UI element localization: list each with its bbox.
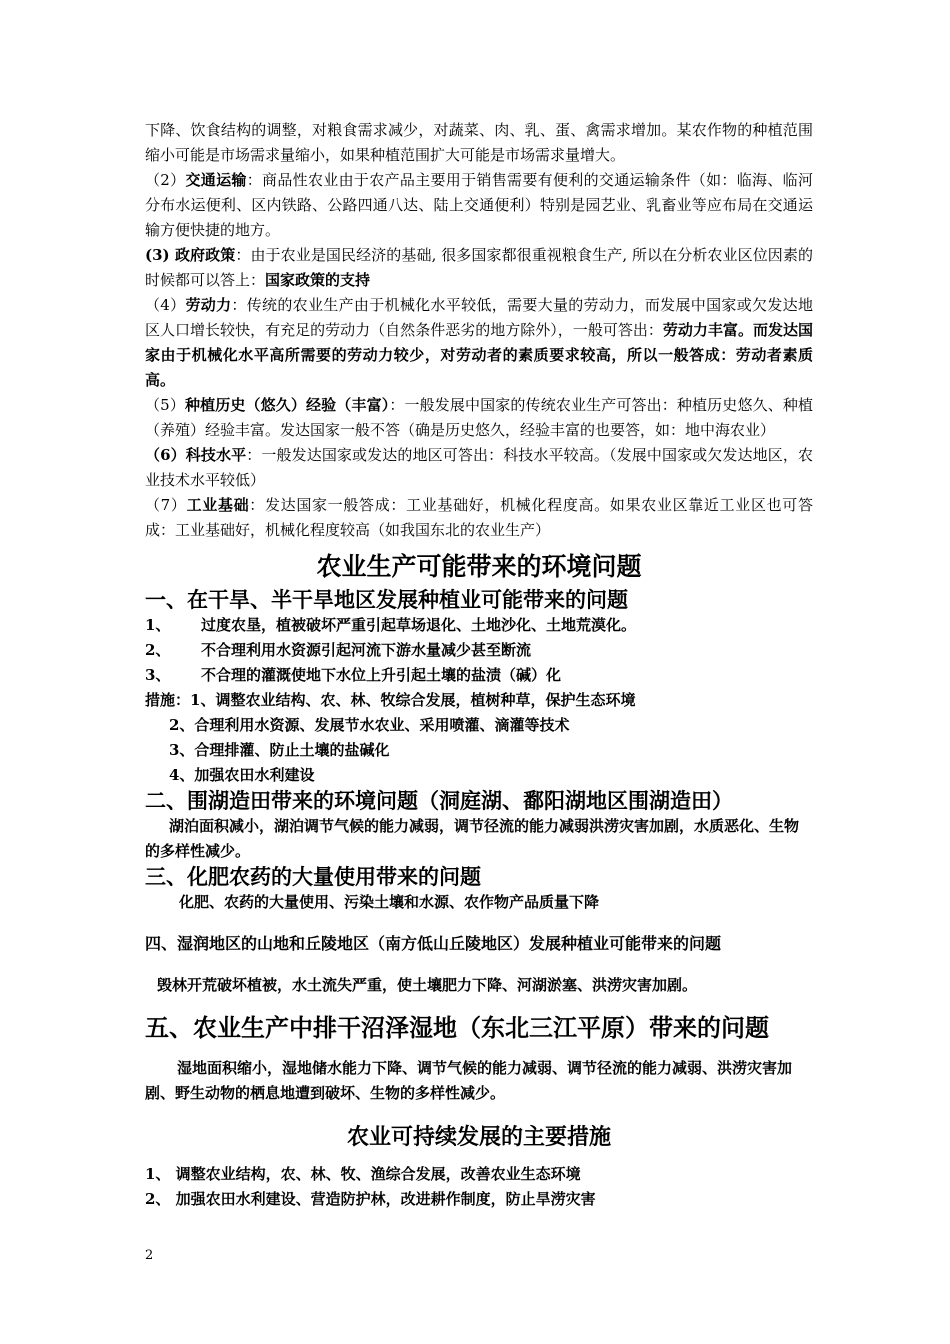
item-number: （5）: [145, 396, 185, 414]
policy-answer: 国家政策的支持: [265, 271, 371, 289]
list-item: [145, 613, 813, 638]
policy-paragraph: [145, 243, 813, 293]
document-page: [145, 118, 813, 1212]
section-3-text: 化肥、农药的大量使用、污染土壤和水源、农作物产品质量下降: [179, 893, 600, 911]
section-5-text: 湿地面积缩小，湿地储水能力下降、调节气候的能力减弱、调节径流的能力减弱、洪涝灾害加剧、野生动物的栖息地遭到破坏、生物的多样性减少。: [145, 1059, 793, 1102]
item-number: 2、: [145, 641, 171, 659]
measures-first: [145, 688, 813, 713]
page-number: 2: [145, 1248, 154, 1263]
item-number: （2）: [145, 171, 186, 189]
item-number: （7）: [145, 496, 187, 514]
term-transport: 交通运输: [185, 171, 247, 189]
item-text: 过度农垦，植被破坏严重引起草场退化、土地沙化、土地荒漠化。: [201, 616, 637, 634]
item-text: 加强农田水利建设、营造防护林，改进耕作制度，防止旱涝灾害: [175, 1190, 596, 1208]
section-1-title: 一、在干旱、半干旱地区发展种植业可能带来的问题: [145, 588, 628, 612]
policy-text: ：由于农业是国民经济的基础, 很多国家都很重视粮食生产, 所以在分析农业区位因素的时候都可以答上：: [145, 246, 813, 289]
measure-item: 2、合理利用水资源、发展节水农业、采用喷灌、滴灌等技术: [169, 716, 570, 734]
item-number: （4）: [145, 296, 186, 314]
term-industry: 工业基础: [186, 496, 250, 514]
history-text: ：一般发展中国家的传统农业生产可答出：种植历史悠久、种植（养殖）经验丰富。发达国家一般不答（确是历史悠久，经验丰富的也要答，如：地中海农业）: [145, 396, 813, 439]
technology-paragraph: [145, 443, 813, 493]
section-2-text: 湖泊面积减小，湖泊调节气候的能力减弱，调节径流的能力减弱洪涝灾害加剧，水质恶化、生物的多样性减少。: [145, 817, 800, 860]
term-history: 种植历史（悠久）经验（丰富）: [184, 396, 390, 414]
technology-text: ：一般发达国家或发达的地区可答出：科技水平较高。（发展中国家或欠发达地区，农业技术水平较低）: [145, 446, 813, 489]
env-problems-title: 农业生产可能带来的环境问题: [316, 552, 642, 581]
sustainable-title: 农业可持续发展的主要措施: [346, 1125, 611, 1150]
item-number: （6）: [145, 446, 186, 464]
item-text: 调整农业结构，农、林、牧、渔综合发展，改善农业生态环境: [175, 1165, 581, 1183]
measures-label: 措施：: [145, 691, 191, 709]
section-2-title: 二、围湖造田带来的环境问题（洞庭湖、鄱阳湖地区围湖造田）: [145, 789, 733, 813]
measure-item: 4、加强农田水利建设: [169, 766, 315, 784]
labor-paragraph: [145, 293, 813, 393]
term-technology: 科技水平: [185, 446, 247, 464]
section-4-text: 毁林开荒破坏植被，水土流失严重，使土壤肥力下降、河湖淤塞、洪涝灾害加剧。: [157, 976, 698, 994]
item-number: 1、: [145, 1165, 171, 1183]
industry-paragraph: [145, 493, 813, 543]
transport-text: ：商品性农业由于农产品主要用于销售需要有便利的交通运输条件（如：临海、临河分布水运便利、区内铁路、公路四通八达、陆上交通便利）特别是园艺业、乳畜业等应布局在交通运输方便快捷的地方。: [145, 171, 813, 239]
industry-text: ：发达国家一般答成：工业基础好，机械化程度高。如果农业区靠近工业区也可答成：工业基础好，机械化程度较高（如我国东北的农业生产）: [145, 496, 813, 539]
item-text: 不合理利用水资源引起河流下游水量减少甚至断流: [201, 641, 532, 659]
section-4-title: 四、湿润地区的山地和丘陵地区（南方低山丘陵地区）发展种植业可能带来的问题: [145, 934, 722, 953]
list-item: [145, 1187, 813, 1212]
item-number: 1、: [145, 616, 171, 634]
item-number: (3): [145, 246, 175, 264]
section-3-title: 三、化肥农药的大量使用带来的问题: [145, 865, 481, 889]
list-item: [145, 1162, 813, 1187]
list-item: [145, 638, 813, 663]
section-5-title: 五、农业生产中排干沼泽湿地（东北三江平原）带来的问题: [145, 1014, 769, 1042]
term-labor: 劳动力: [185, 296, 232, 314]
item-text: 不合理的灌溉使地下水位上升引起土壤的盐渍（碱）化: [201, 666, 562, 684]
measure-text: 1、调整农业结构、农、林、牧综合发展，植树种草，保护生态环境: [190, 691, 636, 709]
labor-answer: 劳动力丰富。而发达国家由于机械化水平高所需要的劳动力较少，对劳动者的素质要求较高，所以一般答成：劳动者素质高。: [145, 321, 813, 389]
item-number: 2、: [145, 1190, 171, 1208]
market-demand-paragraph: 下降、饮食结构的调整，对粮食需求减少，对蔬菜、肉、乳、蛋、禽需求增加。某农作物的种植范围缩小可能是市场需求量缩小，如果种植范围扩大可能是市场需求量增大。: [145, 121, 813, 164]
history-paragraph: [145, 393, 813, 443]
measure-item: 3、合理排灌、防止土壤的盐碱化: [169, 741, 390, 759]
item-number: 3、: [145, 666, 171, 684]
list-item: [145, 663, 813, 688]
labor-text: ：传统的农业生产由于机械化水平较低，需要大量的劳动力，而发展中国家或欠发达地区人口增长较快，有充足的劳动力（自然条件恶劣的地方除外），一般可答出：: [145, 296, 813, 339]
transport-paragraph: [145, 168, 813, 243]
term-policy: 政府政策: [174, 246, 236, 264]
